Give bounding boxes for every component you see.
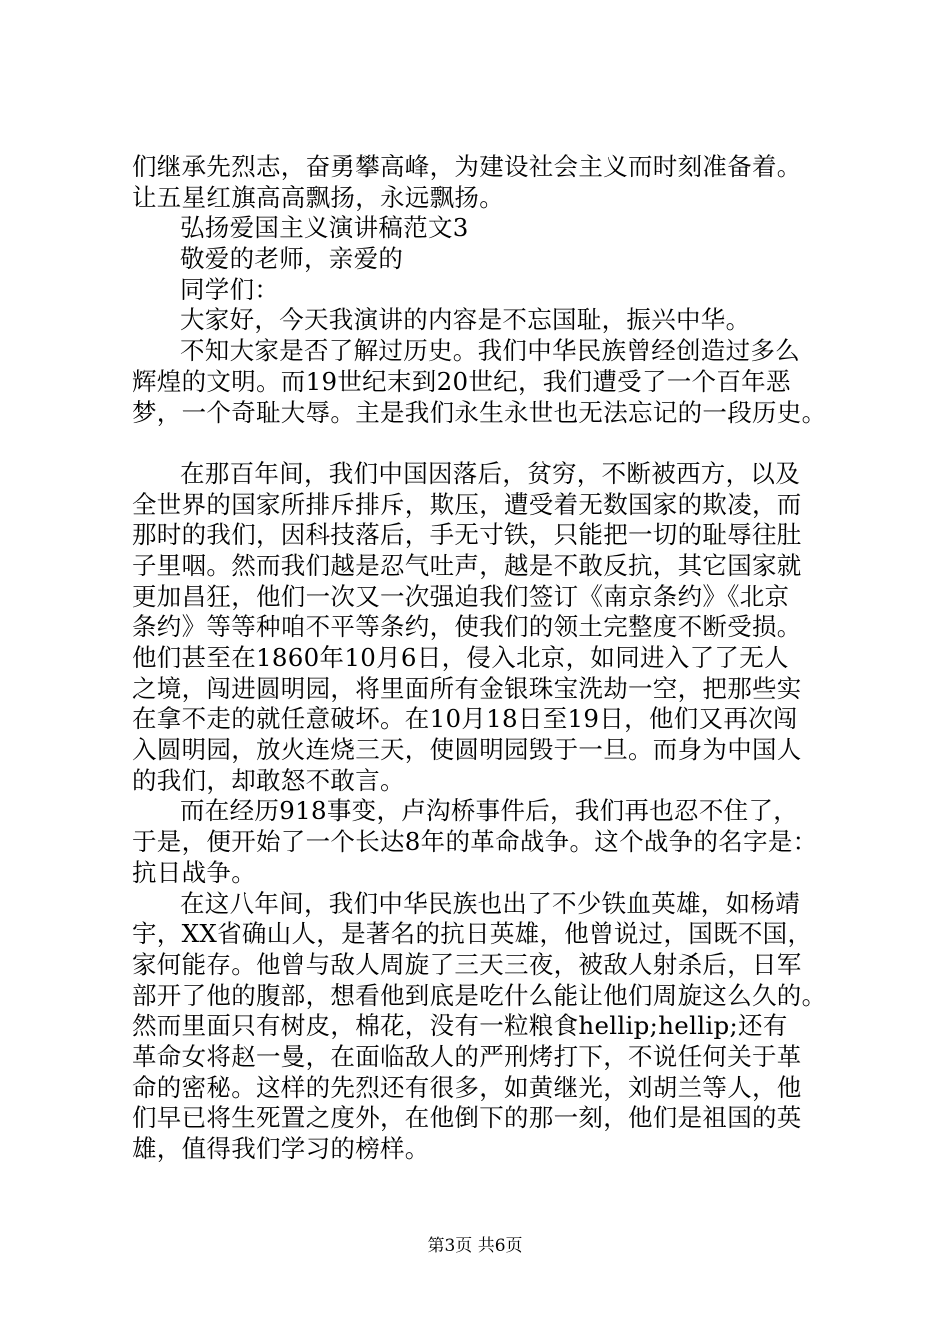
text-line: 抗日战争。	[132, 857, 256, 887]
text-line: 在拿不走的就任意破坏。在10月18日至19日，他们又再次闯	[132, 704, 798, 734]
salutation-line: 同学们：	[180, 274, 280, 304]
text-line: 他们甚至在1860年10月6日，侵入北京，如同进入了了无人	[132, 643, 789, 672]
section-title: 弘扬爱国主义演讲稿范文3	[180, 213, 469, 243]
text-line: 然而里面只有树皮，棉花，没有一粒粮食hellip;hellip;还有	[132, 1011, 788, 1041]
text-line: 在这八年间，我们中华民族也出了不少铁血英雄，如杨靖	[180, 888, 800, 918]
page-number-footer: 第3页 共6页	[427, 1236, 523, 1256]
text-line: 在那百年间，我们中国因落后，贫穷，不断被西方，以及	[180, 458, 800, 488]
text-line: 全世界的国家所排斥排斥，欺压，遭受着无数国家的欺凌，而	[132, 489, 802, 519]
text-line: 大家好，今天我演讲的内容是不忘国耻，振兴中华。	[180, 305, 751, 335]
text-line: 雄，值得我们学习的榜样。	[132, 1134, 430, 1163]
text-line: 宇，XX省确山人，是著名的抗日英雄，他曾说过，国既不国，	[132, 919, 813, 949]
text-line: 们继承先烈志，奋勇攀高峰，为建设社会主义而时刻准备着。	[132, 152, 802, 181]
document-body	[132, 152, 854, 1165]
text-line: 于是，便开始了一个长达8年的革命战争。这个战争的名字是：	[132, 827, 818, 857]
text-line: 而在经历918事变，卢沟桥事件后，我们再也忍不住了，	[180, 796, 799, 826]
text-line: 子里咽。然而我们越是忍气吐声，越是不敢反抗，其它国家就	[132, 550, 802, 580]
text-line: 辉煌的文明。而19世纪末到20世纪，我们遭受了一个百年恶	[132, 366, 791, 396]
text-line: 更加昌狂，他们一次又一次强迫我们签订《南京条约》《北京	[132, 581, 790, 611]
text-line: 让五星红旗高高飘扬，永远飘扬。	[132, 182, 504, 212]
text-line: 之境，闯进圆明园，将里面所有金银珠宝洗劫一空，把那些实	[132, 673, 802, 703]
text-line: 那时的我们，因科技落后，手无寸铁，只能把一切的耻辱往肚	[132, 520, 802, 550]
text-line: 命的密秘。这样的先烈还有很多，如黄继光，刘胡兰等人，他	[132, 1072, 802, 1102]
text-line: 不知大家是否了解过历史。我们中华民族曾经创造过多么	[180, 336, 800, 366]
text-line: 部开了他的腹部，想看他到底是吃什么能让他们周旋这么久的。	[132, 980, 827, 1010]
paragraph-gap	[132, 428, 854, 459]
text-line: 革命女将赵一曼，在面临敌人的严刑烤打下，不说任何关于革	[132, 1041, 802, 1071]
text-line: 入圆明园，放火连烧三天，使圆明园毁于一旦。而身为中国人	[132, 735, 802, 765]
text-line: 的我们，却敢怒不敢言。	[132, 765, 405, 795]
text-line: 家何能存。他曾与敌人周旋了三天三夜，被敌人射杀后，日军	[132, 949, 802, 979]
text-line: 梦，一个奇耻大辱。主是我们永生永世也无法忘记的一段历史。	[132, 397, 827, 427]
text-line: 条约》等等种咱不平等条约，使我们的领土完整度不断受损。	[132, 612, 802, 642]
salutation-line: 敬爱的老师，亲爱的	[180, 244, 404, 274]
text-line: 们早已将生死置之度外，在他倒下的那一刻，他们是祖国的英	[132, 1103, 802, 1133]
